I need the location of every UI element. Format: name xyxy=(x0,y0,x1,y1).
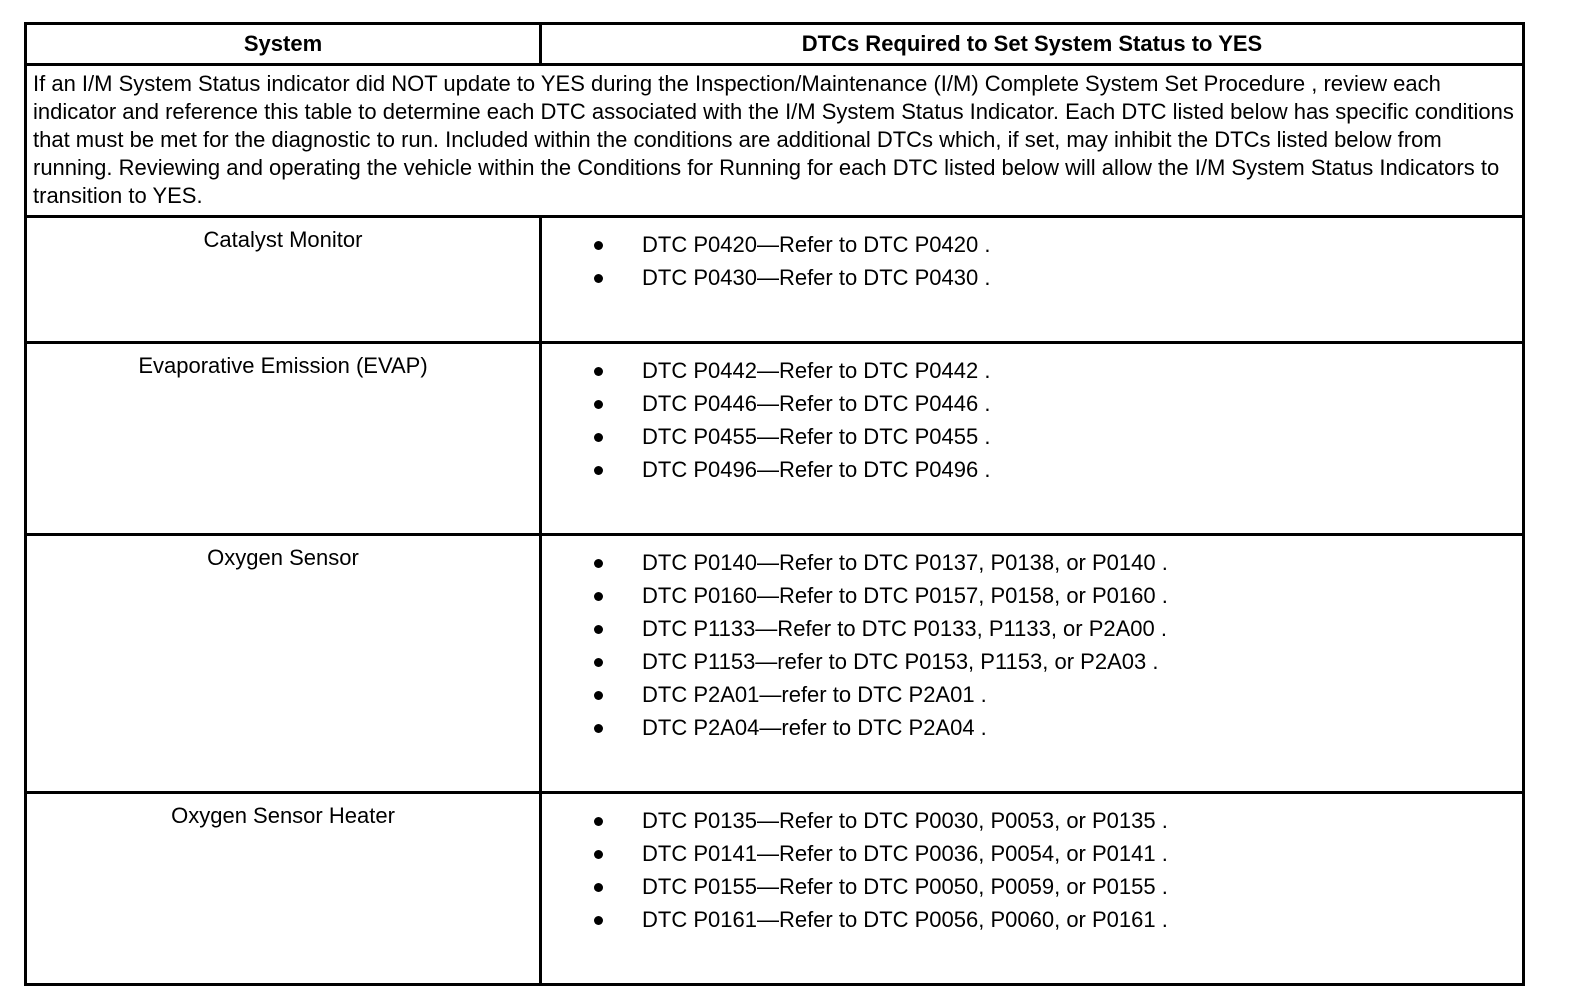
list-item xyxy=(542,387,1522,420)
bullet-icon xyxy=(594,466,603,475)
dtc-system-status-table xyxy=(24,22,1525,986)
dtc-text: DTC P0455—Refer to DTC P0455 . xyxy=(642,424,991,449)
dtc-cell xyxy=(541,343,1524,535)
list-item xyxy=(542,453,1522,486)
header-dtcs: DTCs Required to Set System Status to YES xyxy=(541,24,1524,65)
bullet-icon xyxy=(594,241,603,250)
dtc-text: DTC P0442—Refer to DTC P0442 . xyxy=(642,358,991,383)
list-item xyxy=(542,261,1522,294)
list-item xyxy=(542,420,1522,453)
table-row xyxy=(26,343,1524,535)
bullet-icon xyxy=(594,559,603,568)
dtc-cell xyxy=(541,793,1524,985)
dtc-text: DTC P0446—Refer to DTC P0446 . xyxy=(642,391,991,416)
dtc-cell xyxy=(541,535,1524,793)
list-item xyxy=(542,804,1522,837)
dtc-text: DTC P0135—Refer to DTC P0030, P0053, or P0135 . xyxy=(642,808,1168,833)
header-system: System xyxy=(26,24,541,65)
dtc-text: DTC P2A04—refer to DTC P2A04 . xyxy=(642,715,987,740)
list-item xyxy=(542,711,1522,744)
bullet-icon xyxy=(594,691,603,700)
dtc-text: DTC P0420—Refer to DTC P0420 . xyxy=(642,232,991,257)
list-item xyxy=(542,903,1522,936)
system-name: Catalyst Monitor xyxy=(26,217,541,343)
dtc-cell xyxy=(541,217,1524,343)
dtc-text: DTC P2A01—refer to DTC P2A01 . xyxy=(642,682,987,707)
bullet-icon xyxy=(594,433,603,442)
dtc-text: DTC P1153—refer to DTC P0153, P1153, or P2A03 . xyxy=(642,649,1159,674)
dtc-text: DTC P0141—Refer to DTC P0036, P0054, or P0141 . xyxy=(642,841,1168,866)
dtc-text: DTC P0160—Refer to DTC P0157, P0158, or P0160 . xyxy=(642,583,1168,608)
bullet-icon xyxy=(594,817,603,826)
bullet-icon xyxy=(594,367,603,376)
dtc-text: DTC P0430—Refer to DTC P0430 . xyxy=(642,265,991,290)
dtc-text: DTC P1133—Refer to DTC P0133, P1133, or P2A00 . xyxy=(642,616,1168,641)
dtc-text: DTC P0161—Refer to DTC P0056, P0060, or P0161 . xyxy=(642,907,1168,932)
list-item xyxy=(542,228,1522,261)
intro-row xyxy=(26,65,1524,217)
dtc-list xyxy=(542,536,1522,744)
intro-text: If an I/M System Status indicator did NOT update to YES during the Inspection/Maintenance (I/M) Complete System Set Procedure , review each indicator and reference this table to determine each DTC associated with the I/M System Status Indicator. Each DTC listed below has specific conditions that must be met for the diagnostic to run. Included within the conditions are additional DTCs which, if set, may inhibit the DTCs listed below from running. Reviewing and operating the vehicle within the Conditions for Running for each DTC listed below will allow the I/M System Status Indicators to transition to YES. xyxy=(26,65,1524,217)
bullet-icon xyxy=(594,274,603,283)
bullet-icon xyxy=(594,916,603,925)
list-item xyxy=(542,837,1522,870)
dtc-text: DTC P0496—Refer to DTC P0496 . xyxy=(642,457,991,482)
list-item xyxy=(542,579,1522,612)
system-name: Oxygen Sensor Heater xyxy=(26,793,541,985)
table-row xyxy=(26,535,1524,793)
bullet-icon xyxy=(594,400,603,409)
dtc-list xyxy=(542,218,1522,294)
list-item xyxy=(542,678,1522,711)
list-item xyxy=(542,645,1522,678)
list-item xyxy=(542,612,1522,645)
list-item xyxy=(542,546,1522,579)
bullet-icon xyxy=(594,724,603,733)
dtc-text: DTC P0140—Refer to DTC P0137, P0138, or P0140 . xyxy=(642,550,1168,575)
dtc-list xyxy=(542,344,1522,486)
bullet-icon xyxy=(594,592,603,601)
system-name: Evaporative Emission (EVAP) xyxy=(26,343,541,535)
list-item xyxy=(542,870,1522,903)
dtc-list xyxy=(542,794,1522,936)
bullet-icon xyxy=(594,850,603,859)
table-header-row xyxy=(26,24,1524,65)
bullet-icon xyxy=(594,625,603,634)
table-row xyxy=(26,793,1524,985)
dtc-text: DTC P0155—Refer to DTC P0050, P0059, or P0155 . xyxy=(642,874,1168,899)
list-item xyxy=(542,354,1522,387)
bullet-icon xyxy=(594,883,603,892)
table-row xyxy=(26,217,1524,343)
system-name: Oxygen Sensor xyxy=(26,535,541,793)
bullet-icon xyxy=(594,658,603,667)
